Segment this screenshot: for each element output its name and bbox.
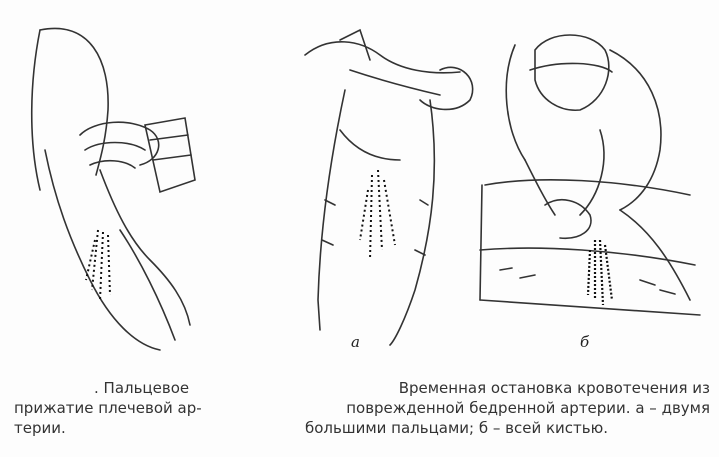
caption-femoral-line-3: большими пальцами; б – всей кистью. bbox=[305, 419, 609, 437]
caption-femoral bbox=[305, 378, 710, 438]
caption-femoral-line-1: Временная остановка кровотечения из bbox=[398, 379, 710, 397]
caption-brachial-line-3: терии. bbox=[14, 419, 66, 437]
caption-brachial-line-1: . Пальцевое bbox=[94, 379, 190, 397]
caption-brachial bbox=[14, 378, 234, 438]
figure-label-b: б bbox=[580, 333, 590, 351]
caption-brachial-line-2: прижатие плечевой ар- bbox=[14, 399, 202, 417]
figure-label-a: а bbox=[351, 333, 360, 351]
caption-femoral-line-2: поврежденной бедренной артерии. а – двумя bbox=[346, 399, 710, 417]
